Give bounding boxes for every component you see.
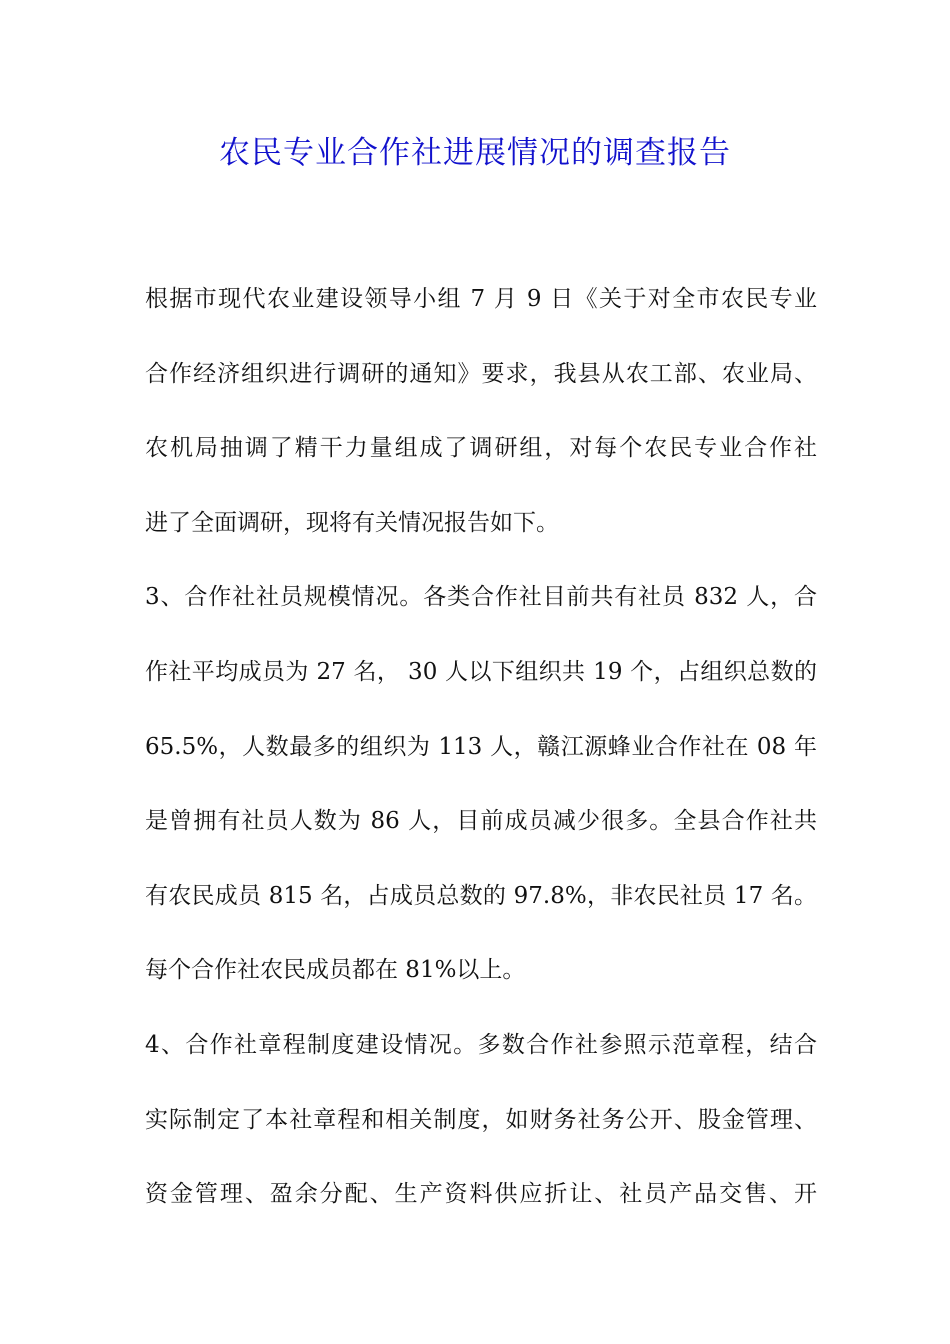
body-line: 65.5%，人数最多的组织为 113 人，赣江源蜂业合作社在 08 年	[145, 733, 817, 760]
body-line: 资金管理、盈余分配、生产资料供应折让、社员产品交售、开	[145, 1181, 817, 1208]
body-line: 实际制定了本社章程和相关制度，如财务社务公开、股金管理、	[145, 1106, 817, 1133]
body-line: 作社平均成员为 27 名， 30 人以下组织共 19 个，占组织总数的	[145, 658, 817, 685]
body-line: 合作经济组织进行调研的通知》要求，我县从农工部、农业局、	[145, 360, 817, 387]
body-line: 农机局抽调了精干力量组成了调研组，对每个农民专业合作社	[145, 435, 817, 462]
body-line: 4、合作社章程制度建设情况。多数合作社参照示范章程，结合	[145, 1031, 817, 1058]
body-line: 是曾拥有社员人数为 86 人，目前成员减少很多。全县合作社共	[145, 808, 817, 835]
body-line: 根据市现代农业建设领导小组 7 月 9 日《关于对全市农民专业	[145, 286, 817, 312]
body-line: 3、合作社社员规模情况。各类合作社目前共有社员 832 人，合	[145, 584, 817, 611]
body-line: 每个合作社农民成员都在 81%以上。	[145, 957, 526, 984]
document-title: 农民专业合作社进展情况的调查报告	[219, 135, 731, 171]
body-line: 有农民成员 815 名，占成员总数的 97.8%，非农民社员 17 名。	[145, 882, 817, 909]
body-line: 进了全面调研，现将有关情况报告如下。	[145, 509, 559, 536]
document-body	[145, 262, 817, 1232]
